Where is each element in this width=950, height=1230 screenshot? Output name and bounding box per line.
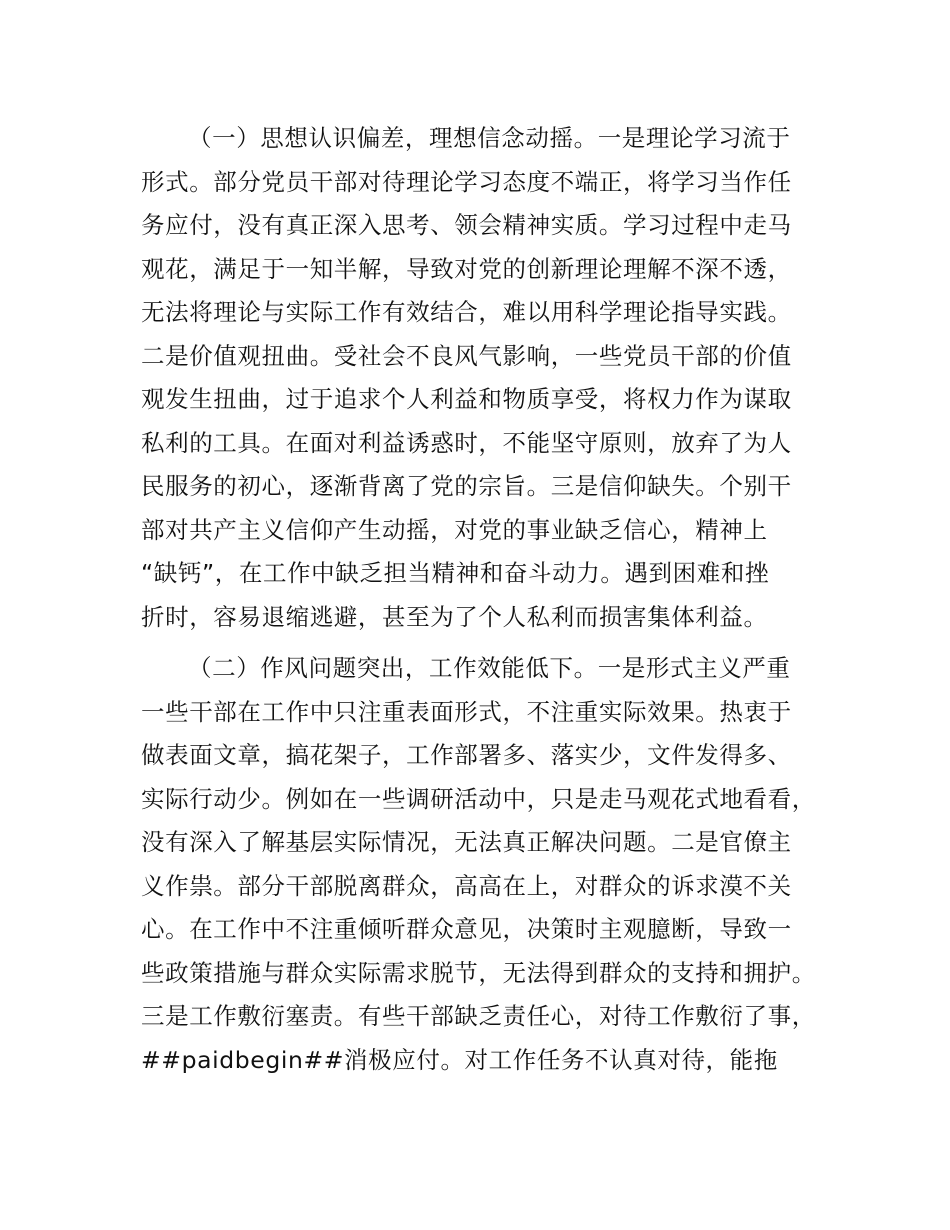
paragraph-line: 私利的工具。在面对利益诱惑时，不能坚守原则，放弃了为人: [141, 428, 792, 457]
paragraph-line: 实际行动少。例如在一些调研活动中，只是走马观花式地看看，: [141, 784, 816, 813]
paragraph-line: 没有深入了解基层实际情况，无法真正解决问题。二是官僚主: [141, 828, 792, 856]
paragraph-line: （二）作风问题突出，工作效能低下。一是形式主义严重: [188, 654, 791, 682]
paragraph-line: 部对共产主义信仰产生动摇，对党的事业缺乏信心，精神上: [141, 515, 768, 544]
paragraph-line: 民服务的初心，逐渐背离了党的宗旨。三是信仰缺失。个别干: [141, 472, 792, 500]
paragraph-line: 心。在工作中不注重倾听群众意见，决策时主观臆断，导致一: [141, 915, 792, 943]
paragraph-line: “缺钙”，在工作中缺乏担当精神和奋斗动力。遇到困难和挫: [141, 559, 770, 587]
paragraph-line: 务应付，没有真正深入思考、领会精神实质。学习过程中走马: [141, 211, 792, 239]
paragraph-line: 无法将理论与实际工作有效结合，难以用科学理论指导实践。: [141, 298, 792, 326]
paragraph-line: 些政策措施与群众实际需求脱节，无法得到群众的支持和拥护。: [141, 958, 816, 987]
paragraph-line: 一些干部在工作中只注重表面形式，不注重实际效果。热衷于: [141, 697, 792, 726]
paragraph-line: 折时，容易退缩逃避，甚至为了个人私利而损害集体利益。: [141, 602, 768, 631]
paragraph-line: 形式。部分党员干部对待理论学习态度不端正，将学习当作任: [141, 167, 792, 196]
paragraph-line: 义作祟。部分干部脱离群众，高高在上，对群众的诉求漠不关: [141, 871, 792, 900]
paragraph-line: 二是价值观扭曲。受社会不良风气影响，一些党员干部的价值: [141, 341, 792, 370]
paragraph-line: 观发生扭曲，过于追求个人利益和物质享受，将权力作为谋取: [141, 385, 792, 413]
paragraph-line: ##paidbegin##消极应付。对工作任务不认真对待，能拖: [141, 1045, 778, 1074]
paragraph-line: （一）思想认识偏差，理想信念动摇。一是理论学习流于: [188, 124, 791, 152]
paragraph-line: 做表面文章，搞花架子，工作部署多、落实少，文件发得多、: [141, 741, 792, 769]
paragraph-1: [141, 117, 841, 639]
paragraph-line: 三是工作敷衍塞责。有些干部缺乏责任心，对待工作敷衍了事，: [141, 1002, 816, 1030]
paragraph-2: [141, 647, 841, 1082]
paragraph-line: 观花，满足于一知半解，导致对党的创新理论理解不深不透，: [141, 254, 792, 283]
